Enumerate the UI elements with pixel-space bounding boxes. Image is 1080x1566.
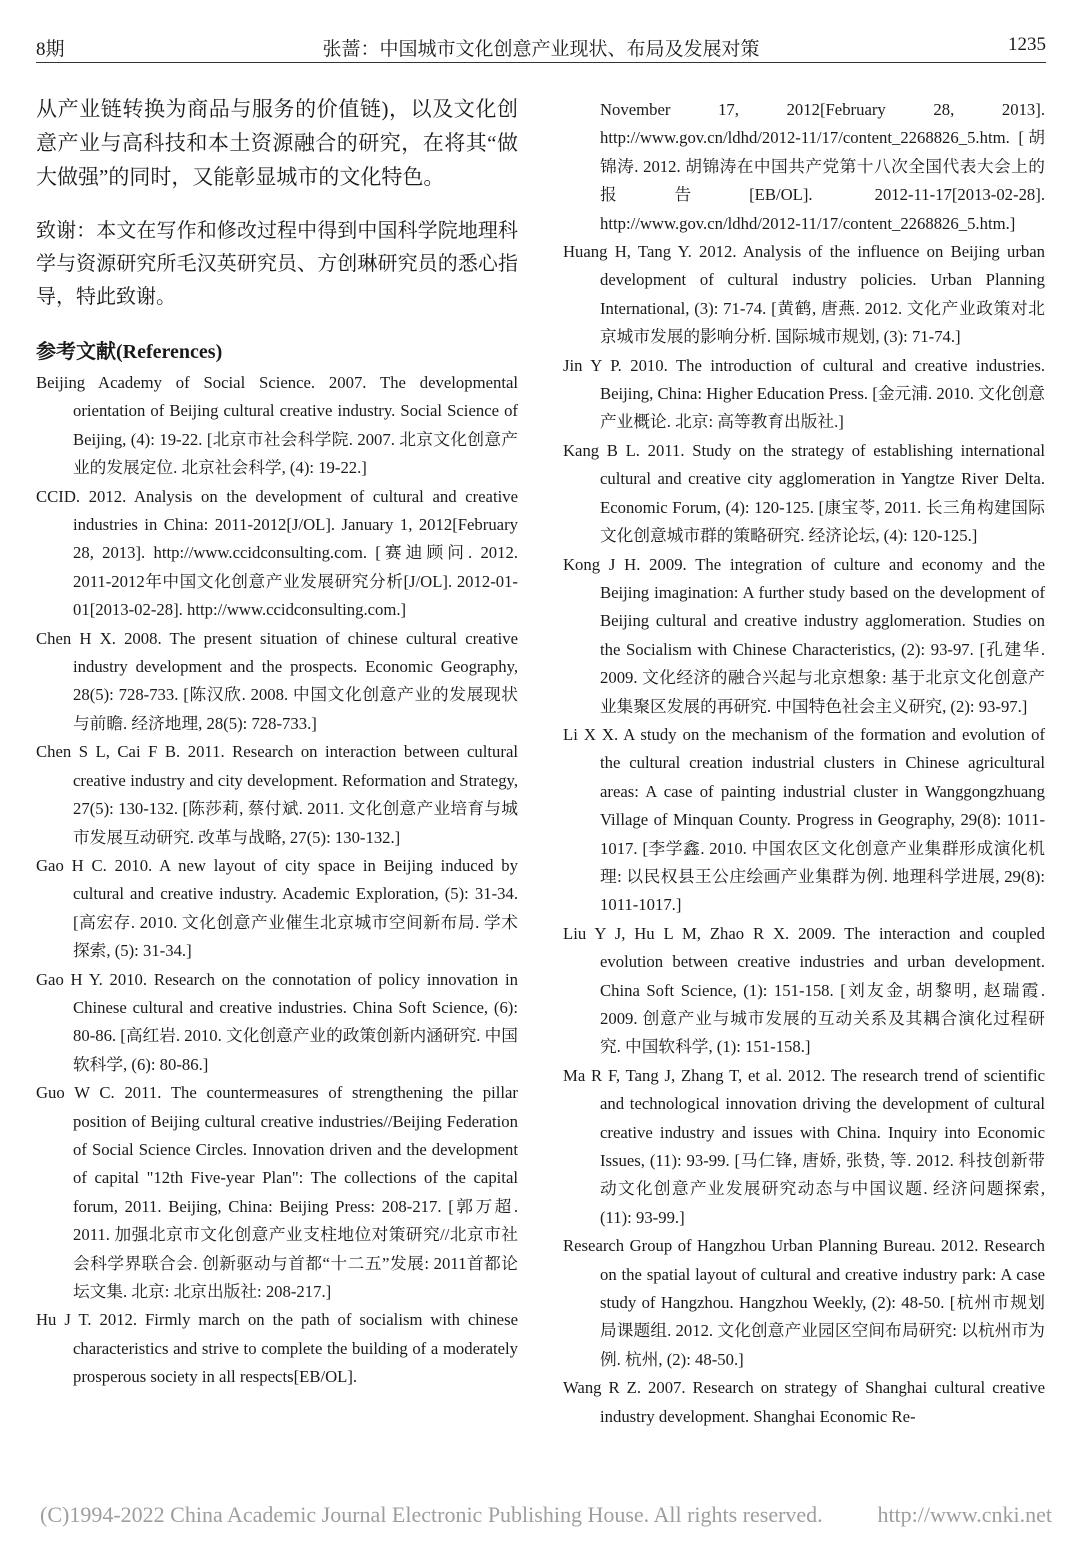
- reference-item: Hu J T. 2012. Firmly march on the path of socialism with chinese characteristics and strive to complete the building of a moderately prosperous society in all respects[EB/OL].: [36, 1310, 518, 1387]
- reference-item: Chen S L, Cai F B. 2011. Research on interaction between cultural creative industry and city development. Reformation and Strategy, 27(5): 130-132. [陈莎莉, 蔡付斌. 2011. 文化创意产业培育与城市发展互动研究. 改革与战略, 27(5): 130-132.]: [36, 742, 518, 847]
- reference-item: Ma R F, Tang J, Zhang T, et al. 2012. The research trend of scientific and technological innovation driving the development of cultural creative industry and issues with China. Inquiry into Economic Issues, (11): 93-99. [马仁锋, 唐娇, 张贽, 等. 2012. 科技创新带动文化创意产业发展研究动态与中国议题. 经济问题探索, (11): 93-99.]: [563, 1065, 1045, 1227]
- reference-item: Wang R Z. 2007. Research on strategy of Shanghai cultural creative industry development. Shanghai Economic Re-: [563, 1378, 1045, 1426]
- reference-item: Gao H C. 2010. A new layout of city space in Beijing induced by cultural and creative industry. Academic Exploration, (5): 31-34. [高宏存. 2010. 文化创意产业催生北京城市空间新布局. 学术探索, (5): 31-34.]: [36, 855, 518, 961]
- right-column: [563, 96, 1045, 1431]
- reference-item: Liu Y J, Hu L M, Zhao R X. 2009. The interaction and coupled evolution between creative industries and urban development. China Soft Science, (1): 151-158. [刘友金, 胡黎明, 赵瑞霞. 2009. 创意产业与城市发展的互动关系及其耦合演化过程研究. 中国软科学, (1): 151-158.]: [563, 923, 1045, 1057]
- left-column: [36, 92, 518, 1392]
- references-heading: 参考文献(References): [36, 341, 223, 363]
- reference-item: Research Group of Hangzhou Urban Planning Bureau. 2012. Research on the spatial layout of cultural and creative industry park: A case study of Hangzhou. Hangzhou Weekly, (2): 48-50. [杭州市规划局课题组. 2012. 文化创意产业园区空间布局研究: 以杭州市为例. 杭州, (2): 48-50.]: [563, 1236, 1045, 1369]
- reference-item: Chen H X. 2008. The present situation of chinese cultural creative industry development and the prospects. Economic Geography, 28(5): 728-733. [陈汉欣. 2008. 中国文化创意产业的发展现状与前瞻. 经济地理, 28(5): 728-733.]: [36, 628, 518, 733]
- reference-item: Huang H, Tang Y. 2012. Analysis of the influence on Beijing urban development of cultural industry policies. Urban Planning International, (3): 71-74. [黄鹤, 唐燕. 2012. 文化产业政策对北京城市发展的影响分析. 国际城市规划, (3): 71-74.]: [563, 242, 1045, 347]
- reference-item: Li X X. A study on the mechanism of the formation and evolution of the cultural creation industrial clusters in Chinese agricultural areas: A case of painting industrial cluster in Wanggongzhuang Village of Minquan County. Progress in Geography, 29(8): 1011-1017. [李学鑫. 2010. 中国农区文化创意产业集群形成演化机理: 以民权县王公庄绘画产业集群为例. 地理科学进展, 29(8): 1011-1017.]: [563, 724, 1045, 915]
- copyright-watermark: [40, 1502, 1052, 1528]
- reference-item: Jin Y P. 2010. The introduction of cultural and creative industries. Beijing, China: Higher Education Press. [金元浦. 2010. 文化创意产业概论. 北京: 高等教育出版社.]: [563, 355, 1045, 432]
- running-header: [36, 30, 1046, 63]
- reference-item: Kang B L. 2011. Study on the strategy of establishing international cultural and creative city agglomeration in Yangtze River Delta. Economic Forum, (4): 120-125. [康宝苓, 2011. 长三角构建国际文化创意城市群的策略研究. 经济论坛, (4): 120-125.]: [563, 440, 1045, 546]
- reference-item: Guo W C. 2011. The countermeasures of strengthening the pillar position of Beijing cultural creative industries//Beijing Federation of Social Science Circles. Innovation driven and the development of capital "12th Five-year Plan": The collections of the capital forum, 2011. Beijing, China: Beijing Press: 208-217. [郭万超. 2011. 加强北京市文化创意产业支柱地位对策研究//北京市社会科学界联合会. 创新驱动与首都“十二五”发展: 2011首都论坛文集. 北京: 北京出版社: 208-217.]: [36, 1083, 518, 1301]
- cnki-link[interactable]: http://www.cnki.net: [877, 1502, 1052, 1527]
- reference-continuation: November 17, 2012[February 28, 2013]. http://www.gov.cn/ldhd/2012-11/17/content_2268826_5.htm. [胡锦涛. 2012. 胡锦涛在中国共产党第十八次全国代表大会上的报告[EB/OL]. 2012-11-17[2013-02-28]. http://www.gov.cn/ldhd/2012-11/17/content_2268826_5.htm.]: [600, 100, 1045, 233]
- copyright-text: (C)1994-2022 China Academic Journal Electronic Publishing House. All rights reserved.: [40, 1502, 823, 1527]
- running-title: 张蔷：中国城市文化创意产业现状、布局及发展对策: [322, 39, 760, 60]
- reference-item: Kong J H. 2009. The integration of culture and economy and the Beijing imagination: A further study based on the development of Beijing cultural and creative industry agglomeration. Studies on the Socialism with Chinese Characteristics, (2): 93-97. [孔建华. 2009. 文化经济的融合兴起与北京想象: 基于北京文化创意产业集聚区发展的再研究. 中国特色社会主义研究, (2): 93-97.]: [563, 554, 1045, 716]
- acknowledgement: 致谢：本文在写作和修改过程中得到中国科学院地理科学与资源研究所毛汉英研究员、方创琳研究员的悉心指导，特此致谢。: [36, 218, 518, 308]
- reference-item: Gao H Y. 2010. Research on the connotation of policy innovation in Chinese cultural and creative industries. China Soft Science, (6): 80-86. [高红岩. 2010. 文化创意产业的政策创新内涵研究. 中国软科学, (6): 80-86.]: [36, 969, 518, 1074]
- reference-item: CCID. 2012. Analysis on the development of cultural and creative industries in China: 2011-2012[J/OL]. January 1, 2012[February 28, 2013]. http://www.ccidconsulting.com. [赛迪顾问. 2012. 2011-2012年中国文化创意产业发展研究分析[J/OL]. 2012-01-01[2013-02-28]. http://www.ccidconsulting.com.]: [36, 486, 518, 620]
- reference-item: Beijing Academy of Social Science. 2007. The developmental orientation of Beijing cultural creative industry. Social Science of Beijing, (4): 19-22. [北京市社会科学院. 2007. 北京文化创意产业的发展定位. 北京社会科学, (4): 19-22.]: [36, 373, 518, 478]
- page-number: 1235: [1008, 34, 1046, 55]
- closing-paragraph: 从产业链转换为商品与服务的价值链)，以及文化创意产业与高科技和本土资源融合的研究，在将其“做大做强”的同时，又能彰显城市的文化特色。: [36, 97, 518, 189]
- issue-label: 8期: [36, 39, 65, 60]
